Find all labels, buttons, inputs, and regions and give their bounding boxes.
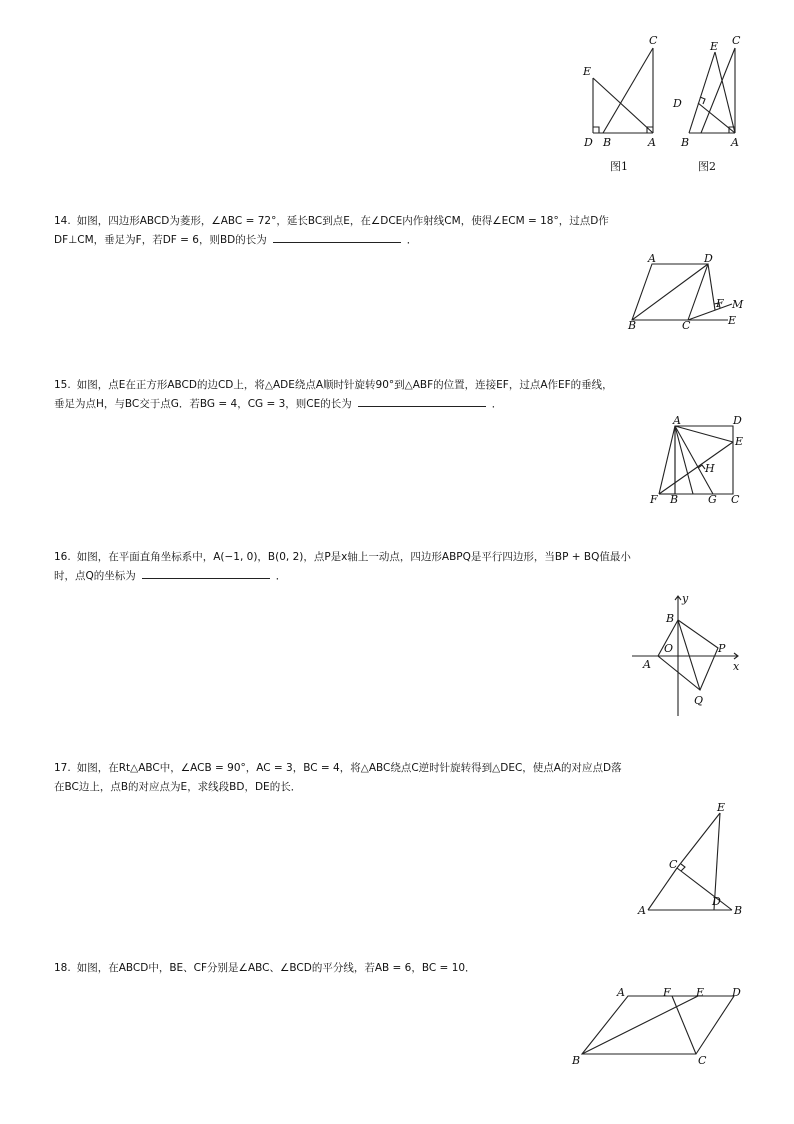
q15-line2: 垂足为点H，与BC交于点G．若BG = 4，CG = 3，则CE的长为 ． — [54, 395, 744, 414]
q15-figure — [645, 414, 755, 506]
q16-line2: 时，点Q的坐标为 ． — [54, 567, 744, 586]
svg-text:G: G — [708, 493, 717, 506]
svg-text:E: E — [696, 986, 705, 999]
q14-line1: 14. 如图，四边形ABCD为菱形，∠ABC = 72°，延长BC到点E，在∠DCE内作射线CM，使得∠ECM = 18°，过点D作 — [54, 215, 609, 227]
svg-text:A: A — [648, 136, 656, 149]
q17-line1: 17. 如图，在Rt△ABC中，∠ACB = 90°，AC = 3，BC = 4，将△ABC绕点C逆时针旋转得到△DEC，使点A的对应点D落 — [54, 762, 622, 774]
fig1-caption: 图1 — [610, 160, 628, 173]
svg-text:B: B — [603, 136, 612, 149]
q13-fig1 — [582, 34, 658, 173]
svg-text:H: H — [705, 462, 715, 475]
svg-text:B: B — [628, 319, 637, 332]
svg-text:E: E — [710, 40, 719, 53]
svg-text:M: M — [732, 298, 744, 311]
svg-text:E: E — [583, 65, 592, 78]
svg-text:F: F — [716, 297, 724, 310]
svg-text:P: P — [718, 642, 726, 655]
svg-text:B: B — [572, 1054, 581, 1067]
svg-text:O: O — [664, 642, 674, 655]
question-number: 16. — [54, 551, 71, 563]
question-number: 17. — [54, 762, 71, 774]
q17-line2: 在BC边上，点B的对应点为E，求线段BD，DE的长． — [54, 781, 302, 793]
svg-text:F: F — [650, 493, 658, 506]
question-16 — [54, 548, 744, 586]
svg-text:B: B — [670, 493, 679, 506]
svg-text:C: C — [731, 493, 740, 506]
svg-text:A: A — [617, 986, 625, 999]
svg-text:E: E — [728, 314, 737, 327]
fig2-caption: 图2 — [698, 160, 716, 173]
q18-figure — [568, 982, 753, 1068]
q16-figure — [628, 590, 748, 720]
question-15 — [54, 376, 744, 414]
svg-text:E: E — [717, 801, 726, 814]
svg-text:A: A — [731, 136, 739, 149]
answer-blank[interactable] — [273, 231, 401, 243]
svg-text:D: D — [704, 252, 713, 265]
svg-text:Q: Q — [694, 694, 704, 707]
svg-text:A: A — [638, 904, 646, 917]
question-number: 18. — [54, 962, 71, 974]
svg-text:B: B — [666, 612, 675, 625]
svg-text:A: A — [648, 252, 656, 265]
svg-text:D: D — [712, 895, 721, 908]
q13-fig2 — [672, 34, 741, 173]
answer-blank[interactable] — [142, 567, 270, 579]
svg-text:C: C — [732, 34, 741, 47]
question-17 — [54, 759, 744, 797]
svg-text:B: B — [734, 904, 743, 917]
svg-text:C: C — [698, 1054, 707, 1067]
svg-text:D: D — [733, 414, 742, 427]
question-number: 15. — [54, 379, 71, 391]
svg-text:C: C — [649, 34, 658, 47]
svg-text:A: A — [643, 658, 651, 671]
svg-text:D: D — [732, 986, 741, 999]
q14-figure — [620, 252, 750, 332]
svg-text:y: y — [682, 592, 689, 605]
svg-text:x: x — [733, 660, 740, 673]
svg-text:F: F — [663, 986, 671, 999]
q13-figures — [575, 30, 755, 180]
svg-text:E: E — [735, 435, 744, 448]
q16-line1: 16. 如图，在平面直角坐标系中，A(−1, 0)，B(0, 2)，点P是x轴上一动点，四边形ABPQ是平行四边形，当BP + BQ值最小 — [54, 551, 631, 563]
svg-text:C: C — [669, 858, 678, 871]
q18-line1: 18. 如图，在ABCD中，BE、CF分别是∠ABC、∠BCD的平分线，若AB = 6，BC = 10． — [54, 962, 476, 974]
answer-blank[interactable] — [358, 395, 486, 407]
svg-text:D: D — [673, 97, 682, 110]
q17-figure — [632, 798, 757, 920]
q14-line2: DF⊥CM，垂足为F，若DF = 6，则BD的长为 ． — [54, 231, 744, 250]
question-18 — [54, 959, 744, 978]
question-number: 14. — [54, 215, 71, 227]
svg-text:C: C — [682, 319, 691, 332]
question-14 — [54, 212, 744, 250]
svg-text:D: D — [584, 136, 593, 149]
q15-line1: 15. 如图，点E在正方形ABCD的边CD上，将△ADE绕点A顺时针旋转90°到△ABF的位置，连接EF，过点A作EF的垂线， — [54, 379, 613, 391]
svg-text:A: A — [673, 414, 681, 427]
svg-text:B: B — [681, 136, 690, 149]
